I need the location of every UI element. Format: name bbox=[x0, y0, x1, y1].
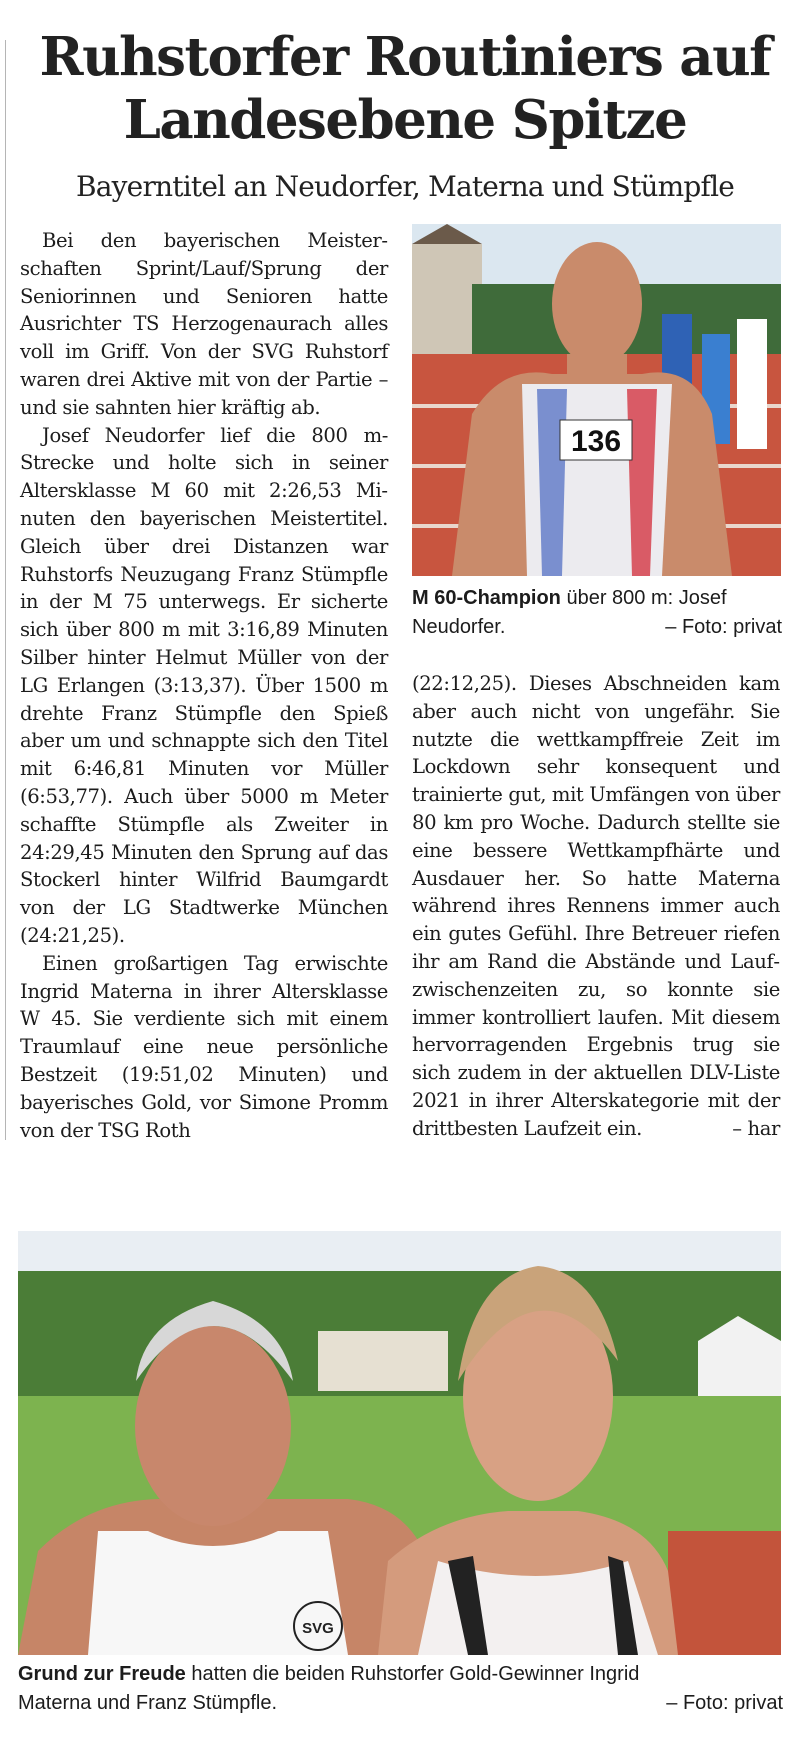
caption-bottom-text: hatten die beiden Ruhstorfer Gold-Gewinner Ingrid bbox=[191, 1663, 640, 1685]
caption-bottom-bold: Grund zur Freude bbox=[18, 1663, 186, 1685]
paragraph-materna-cont-text: (22:12,25). Dieses Abschneiden kam aber auch nicht von ungefähr. Sie nutzte die wettkampffreie Zeit im Lockdown sehr konsequent und trainierte gut, mit Umfängen von über 80 km pro Woche. Dadurch stellte sie eine bessere Wettkampfhärte und Ausdauer her. So hatte Materna während ihres Rennens immer auch ein gutes Gefühl. Ihre Betreuer riefen ihr am Rand die Abstände und Laufzwischenzeiten zu, so konnte sie immer kontrolliert laufen. Mit diesem hervorragenden Ergebnis trug sie sich zudem in der aktuellen DLV-Liste 2021 in ihrer Alterskategorie mit der drittbesten Laufzeit ein. bbox=[412, 672, 780, 1140]
headline bbox=[10, 26, 800, 152]
caption-top-text: über 800 m: Josef bbox=[566, 587, 727, 609]
author-signature: – har bbox=[732, 1116, 780, 1140]
article-column-1 bbox=[20, 227, 388, 1144]
subheadline: Bayerntitel an Neudorfer, Materna und Stümpfle bbox=[75, 170, 735, 203]
shirt-logo: SVG bbox=[302, 1620, 334, 1637]
caption-bottom bbox=[18, 1660, 783, 1718]
paragraph-neudorfer: Josef Neudorfer lief die 800 m-Strecke und holte sich in seiner Altersklasse M 60 mit 2:26,53 Minuten den bayerischen Meistertitel. Gleich über drei Distanzen war Ruhstorfs Neuzugang Franz Stümpfle in der M 75 unterwegs. Er sicherte sich über 800 m mit 3:16,89 Minuten Silber hinter Helmut Müller von der LG Erlangen (3:13,37). Über 1500 m drehte Franz Stümpfle den Spieß aber um und schnappte sich den Titel mit 6:46,81 Minuten vor Müller (6:53,77). Auch über 5000 m Meter schaffte Stümpfle als Zweiter in 24:29,45 Minuten den Sprung auf das Stockerl hinter Wilfrid Baumgardt von der LG Stadtwerke München (24:21,25). bbox=[20, 423, 388, 947]
caption-top bbox=[412, 584, 782, 642]
caption-bottom-credit: – Foto: privat bbox=[666, 1692, 783, 1714]
photo-champion-m60 bbox=[412, 224, 781, 576]
paragraph-materna-cont bbox=[412, 670, 780, 1143]
caption-bottom-line2: Materna und Franz Stümpfle. bbox=[18, 1692, 278, 1714]
headline-line-1: Ruhstorfer Routiniers auf bbox=[39, 26, 771, 88]
headline-line-2: Landesebene Spitze bbox=[123, 89, 687, 151]
paragraph-intro: Bei den bayerischen Meisterschaften Sprint/Lauf/Sprung der Seniorinnen und Senioren hatte Ausrichter TS Herzogenaurach alles voll im Griff. Von der SVG Ruhstorf waren drei Aktive mit von der Partie – und sie sahnten hier kräftig ab. bbox=[20, 229, 388, 419]
photo-gold-winners bbox=[18, 1231, 781, 1655]
bib-number: 136 bbox=[570, 425, 622, 458]
article-column-2 bbox=[412, 670, 780, 1143]
caption-top-credit: – Foto: privat bbox=[665, 616, 782, 638]
column-rule bbox=[5, 40, 6, 1140]
caption-top-line2: Neudorfer. bbox=[412, 616, 506, 638]
paragraph-materna: Einen großartigen Tag erwischte Ingrid Materna in ihrer Altersklasse W 45. Sie verdiente sich mit einem Traumlauf eine neue persönliche Bestzeit (19:51,02 Minuten) und bayerisches Gold, vor Simone Promm von der TSG Roth bbox=[20, 951, 388, 1142]
caption-top-bold: M 60-Champion bbox=[412, 587, 561, 609]
